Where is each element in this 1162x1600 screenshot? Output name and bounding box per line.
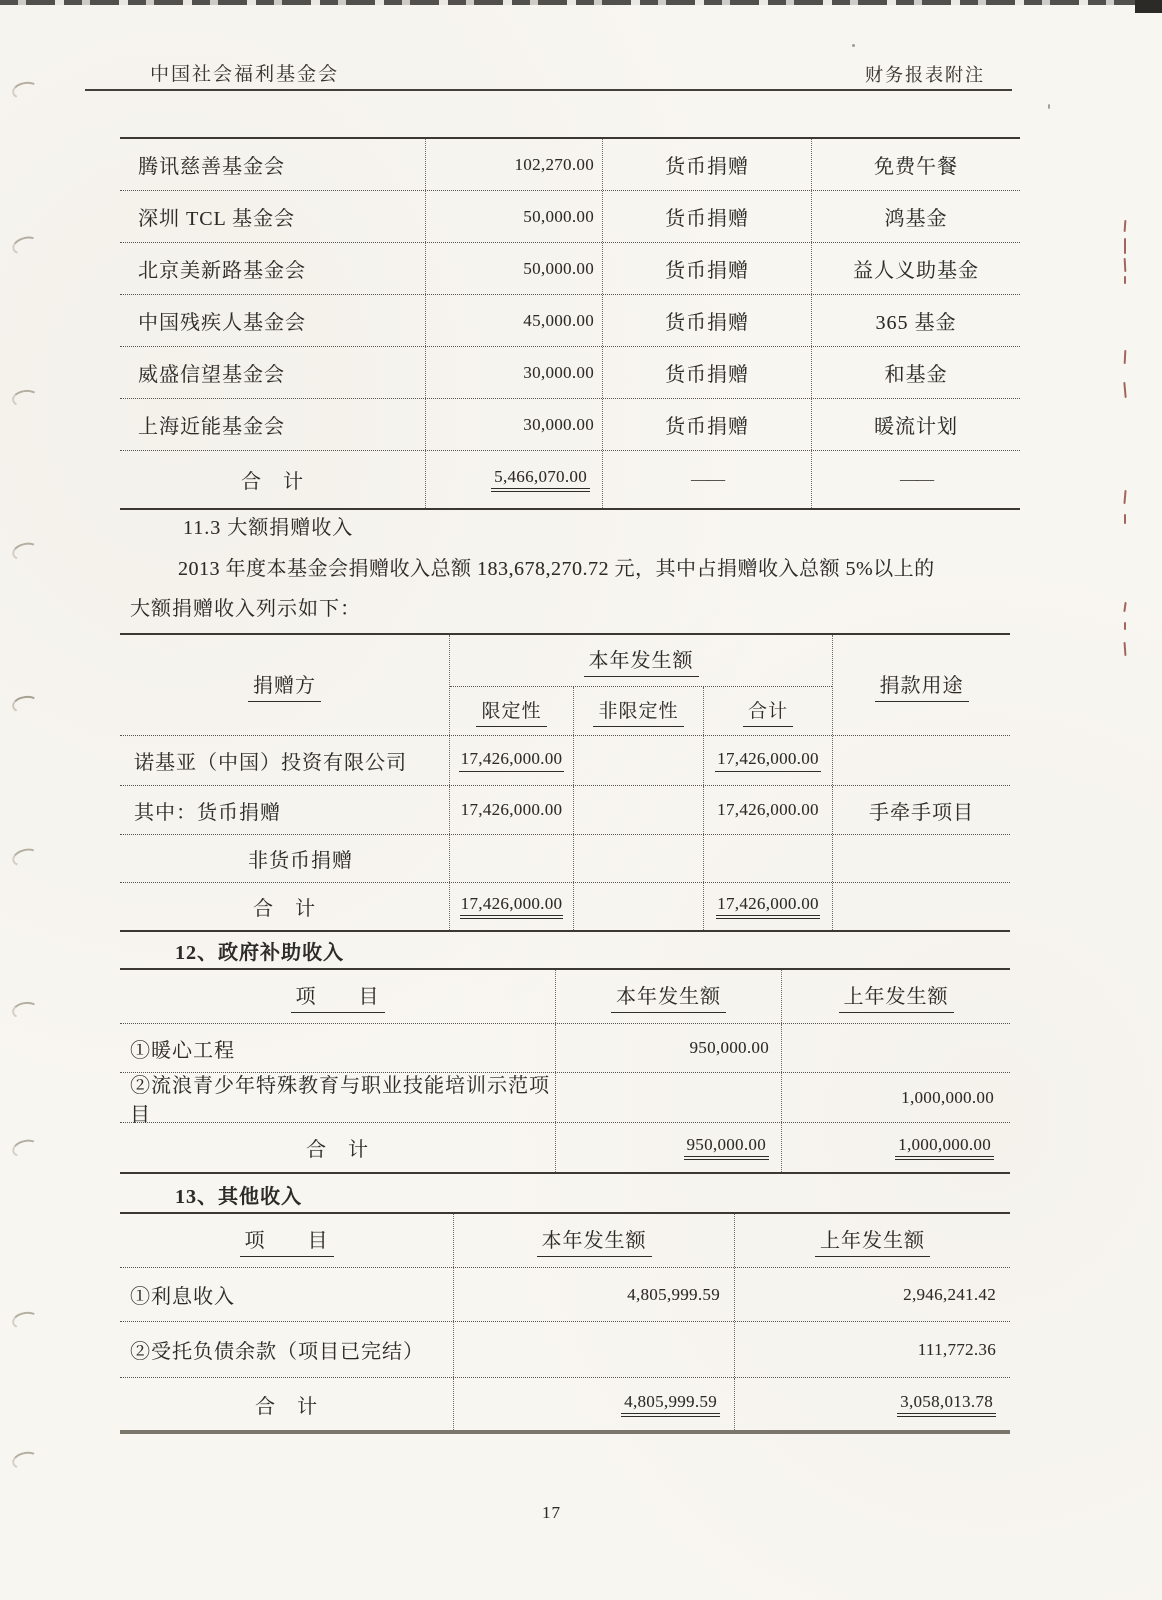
donation-use: 免费午餐 bbox=[874, 156, 958, 178]
table-header bbox=[120, 1214, 1010, 1268]
table-row bbox=[120, 295, 1020, 347]
other-income-table bbox=[120, 1212, 1010, 1434]
donor-name: 北京美新路基金会 bbox=[120, 243, 426, 294]
donation-type: 货币捐赠 bbox=[603, 347, 812, 398]
red-ink-tick bbox=[1124, 622, 1126, 630]
table-row bbox=[120, 736, 1010, 786]
red-ink-tick bbox=[1124, 642, 1127, 656]
table-row bbox=[120, 243, 1020, 295]
table-header bbox=[120, 635, 1010, 736]
item-name: ②受托负债余款（项目已完结） bbox=[120, 1322, 454, 1377]
current-year-amount: 950,000.00 bbox=[556, 1024, 782, 1072]
table-row bbox=[120, 191, 1020, 243]
red-ink-tick bbox=[1124, 514, 1126, 524]
item-name: ①暖心工程 bbox=[120, 1024, 556, 1072]
section-12-heading: 12、政府补助收入 bbox=[175, 942, 344, 964]
red-ink-tick bbox=[1124, 350, 1127, 364]
donor-name: 威盛信望基金会 bbox=[120, 347, 426, 398]
binding-hook-mark bbox=[10, 540, 40, 563]
total-label: 合 计 bbox=[120, 883, 450, 930]
unrestricted-amount bbox=[574, 786, 704, 834]
restricted-amount: 17,426,000.00 bbox=[450, 736, 574, 785]
binding-hook-mark bbox=[11, 388, 40, 408]
purpose bbox=[833, 835, 1010, 882]
red-ink-tick bbox=[1124, 220, 1127, 232]
donor-name: 其中：货币捐赠 bbox=[120, 786, 450, 834]
total-amount: 5,466,070.00 bbox=[426, 451, 603, 508]
current-year-amount: 4,805,999.59 bbox=[454, 1268, 735, 1321]
purpose bbox=[833, 883, 1010, 930]
header-cell-current-year: 本年发生额 bbox=[556, 970, 782, 1023]
table-row bbox=[120, 139, 1020, 191]
header-rule bbox=[85, 89, 1012, 91]
unrestricted-amount bbox=[574, 835, 704, 882]
restricted-total: 17,426,000.00 bbox=[450, 883, 574, 930]
large-donations-table bbox=[120, 633, 1010, 932]
total-label: 合 计 bbox=[120, 1123, 556, 1172]
purpose: 手牵手项目 bbox=[869, 801, 974, 824]
header-cell-current-year: 本年发生额 bbox=[454, 1214, 735, 1267]
donation-use: 365 基金 bbox=[875, 312, 957, 334]
table-row bbox=[120, 1073, 1010, 1126]
table-row bbox=[120, 399, 1020, 451]
header-cell-purpose: 捐款用途 bbox=[833, 635, 1010, 735]
red-ink-tick bbox=[1124, 238, 1126, 254]
prior-year-amount: 111,772.36 bbox=[917, 1339, 996, 1359]
scan-top-edge-artifact bbox=[0, 0, 1162, 5]
donation-type: 货币捐赠 bbox=[603, 295, 812, 346]
header-cell-donor: 捐赠方 bbox=[120, 635, 450, 735]
grand-total: 17,426,000.00 bbox=[704, 883, 833, 930]
current-year-amount bbox=[454, 1322, 735, 1377]
binding-hook-mark bbox=[11, 694, 40, 715]
red-ink-tick bbox=[1123, 490, 1126, 504]
donation-use: 暖流计划 bbox=[874, 416, 958, 438]
table-row bbox=[120, 1268, 1010, 1322]
table-row bbox=[120, 835, 1010, 883]
table-row bbox=[120, 1024, 1010, 1073]
total-label: 合 计 bbox=[120, 451, 426, 508]
prior-year-total: 3,058,013.78 bbox=[735, 1378, 1010, 1430]
table-total-row bbox=[120, 1123, 1010, 1172]
donor-name: 非货币捐赠 bbox=[120, 835, 450, 882]
government-subsidy-table bbox=[120, 968, 1010, 1174]
binding-hook-mark bbox=[11, 80, 41, 101]
header-cell-restricted: 限定性 bbox=[450, 687, 574, 735]
header-cell-item: 项 目 bbox=[120, 970, 556, 1023]
table-total-row bbox=[120, 451, 1020, 508]
restricted-amount bbox=[450, 835, 574, 882]
section-11-3-heading: 11.3 大额捐赠收入 bbox=[183, 517, 354, 539]
em-dash: —— bbox=[603, 451, 812, 508]
donation-amount: 30,000.00 bbox=[426, 347, 603, 398]
scan-speck bbox=[852, 44, 855, 47]
table-row bbox=[120, 786, 1010, 835]
em-dash: —— bbox=[900, 469, 932, 489]
paragraph-line-1: 2013 年度本基金会捐赠收入总额 183,678,270.72 元，其中占捐赠收入总额 5%以上的 bbox=[178, 558, 935, 580]
donation-amount: 50,000.00 bbox=[426, 243, 603, 294]
table-total-row bbox=[120, 883, 1010, 930]
scan-speck bbox=[1048, 104, 1050, 109]
donor-foundations-table bbox=[120, 137, 1020, 510]
header-cell-prior-year: 上年发生额 bbox=[782, 970, 1010, 1023]
table-row bbox=[120, 1322, 1010, 1378]
scan-corner-artifact bbox=[1135, 0, 1162, 13]
header-cell-item: 项 目 bbox=[120, 1214, 454, 1267]
donation-amount: 50,000.00 bbox=[426, 191, 603, 242]
donation-amount: 30,000.00 bbox=[426, 399, 603, 450]
prior-year-amount: 2,946,241.42 bbox=[903, 1284, 996, 1304]
red-ink-tick bbox=[1123, 382, 1126, 398]
donation-amount: 45,000.00 bbox=[426, 295, 603, 346]
donation-type: 货币捐赠 bbox=[603, 399, 812, 450]
table-total-row bbox=[120, 1378, 1010, 1430]
item-name: ②流浪青少年特殊教育与职业技能培训示范项目 bbox=[120, 1073, 556, 1122]
donor-name: 上海近能基金会 bbox=[120, 399, 426, 450]
donation-type: 货币捐赠 bbox=[603, 243, 812, 294]
prior-year-total: 1,000,000.00 bbox=[782, 1123, 1010, 1172]
donor-name: 诺基亚（中国）投资有限公司 bbox=[120, 736, 450, 785]
total-label: 合 计 bbox=[120, 1378, 454, 1430]
binding-hook-mark bbox=[11, 1000, 40, 1021]
donation-type: 货币捐赠 bbox=[603, 191, 812, 242]
binding-hook-mark bbox=[11, 1310, 41, 1331]
donation-type: 货币捐赠 bbox=[603, 139, 812, 190]
current-year-total: 950,000.00 bbox=[556, 1123, 782, 1172]
current-year-amount bbox=[556, 1073, 782, 1122]
red-ink-tick bbox=[1123, 602, 1126, 612]
table-row bbox=[120, 347, 1020, 399]
donor-name: 中国残疾人基金会 bbox=[120, 295, 426, 346]
header-subrow bbox=[450, 687, 832, 735]
donation-use: 益人义助基金 bbox=[853, 260, 979, 282]
donation-use: 鸿基金 bbox=[884, 208, 948, 230]
current-year-total: 4,805,999.59 bbox=[454, 1378, 735, 1430]
red-ink-tick bbox=[1124, 258, 1127, 272]
header-doc-type: 财务报表附注 bbox=[865, 65, 985, 85]
binding-hook-mark bbox=[10, 1137, 40, 1160]
item-name: ①利息收入 bbox=[120, 1268, 454, 1321]
unrestricted-amount bbox=[574, 736, 704, 785]
header-cell-unrestricted: 非限定性 bbox=[574, 687, 704, 735]
donation-use: 和基金 bbox=[884, 364, 948, 386]
header-cell-subtotal: 合计 bbox=[704, 687, 832, 735]
donor-name: 深圳 TCL 基金会 bbox=[120, 191, 426, 242]
binding-hook-mark bbox=[10, 846, 40, 869]
restricted-amount: 17,426,000.00 bbox=[450, 786, 574, 834]
total-amount: 17,426,000.00 bbox=[704, 736, 833, 785]
header-group-current-year bbox=[450, 635, 833, 735]
header-cell-prior-year: 上年发生额 bbox=[735, 1214, 1010, 1267]
prior-year-amount: 1,000,000.00 bbox=[901, 1087, 994, 1107]
paragraph-line-2: 大额捐赠收入列示如下： bbox=[130, 598, 361, 620]
donation-amount: 102,270.00 bbox=[426, 139, 603, 190]
binding-hook-mark bbox=[10, 234, 41, 258]
total-amount bbox=[704, 835, 833, 882]
purpose bbox=[833, 736, 1010, 785]
unrestricted-total bbox=[574, 883, 704, 930]
section-13-heading: 13、其他收入 bbox=[175, 1186, 302, 1208]
header-org-name: 中国社会福利基金会 bbox=[150, 64, 340, 85]
donor-name: 腾讯慈善基金会 bbox=[120, 139, 426, 190]
red-ink-tick bbox=[1124, 276, 1126, 284]
table-header bbox=[120, 970, 1010, 1024]
page-number: 17 bbox=[542, 1503, 561, 1522]
total-amount: 17,426,000.00 bbox=[704, 786, 833, 834]
binding-hook-mark bbox=[11, 1449, 41, 1471]
header-cell-current-year: 本年发生额 bbox=[450, 635, 832, 687]
prior-year-amount bbox=[782, 1024, 1010, 1072]
